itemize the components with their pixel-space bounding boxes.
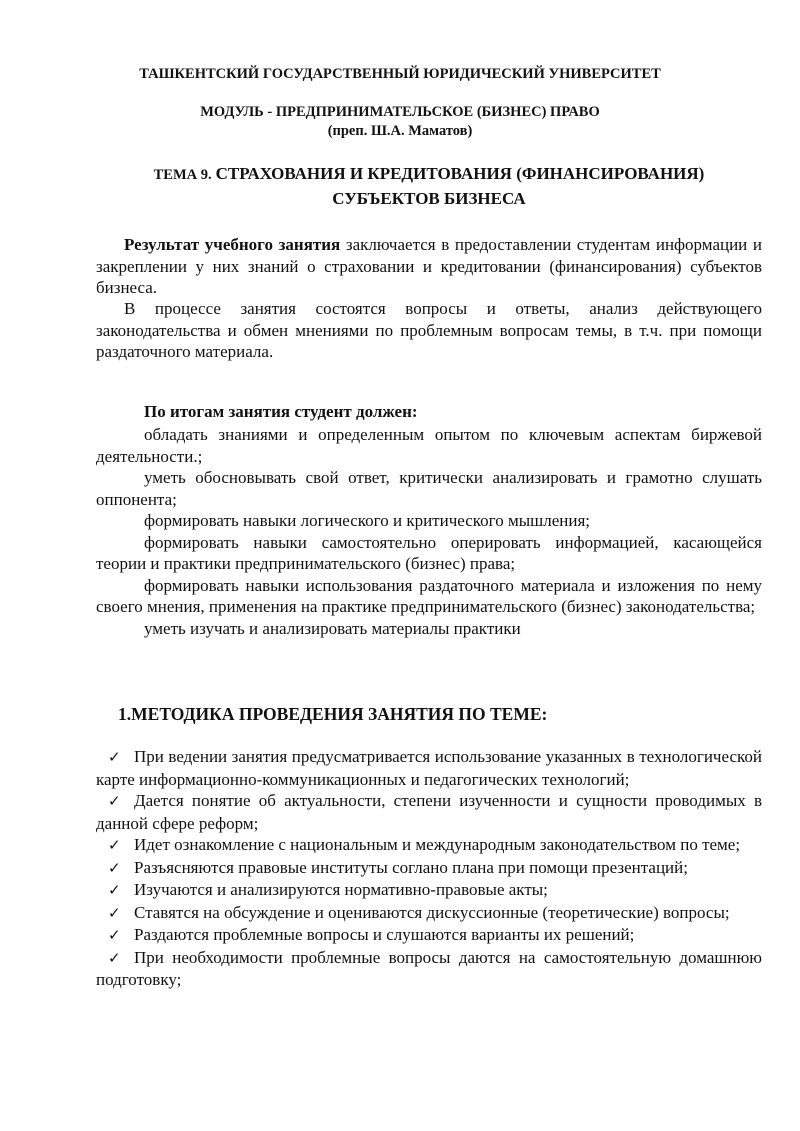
checkmark-icon: ✓: [108, 836, 121, 854]
checklist-item: ✓ Дается понятие об актуальности, степени изученности и сущности проводимых в данной сфере реформ;: [96, 791, 762, 833]
result-text: заключается в предоставлении студентам информации и закреплении у них знаний о страховании и кредитовании (финансирования) субъектов бизнеса.: [96, 235, 762, 297]
method-checklist: [96, 746, 762, 991]
teacher-name: (преп. Ш.А. Маматов): [327, 123, 473, 139]
result-lead: Результат учебного занятия: [124, 235, 341, 254]
checkmark-icon: ✓: [108, 948, 121, 967]
checkmark-icon: ✓: [108, 903, 121, 922]
checklist-item: ✓ При ведении занятия предусматривается использование указанных в технологической карте информационно-коммуникационных и педагогических технологий;: [96, 747, 762, 789]
checklist-item: ✓ Идет ознакомление с национальным и международным законодательством по теме;: [96, 834, 762, 857]
checklist-item: ✓ При необходимости проблемные вопросы даются на самостоятельную домашнюю подготовку;: [96, 947, 762, 989]
goal-item: уметь обосновывать свой ответ, критически анализировать и грамотно слушать оппонента;: [96, 468, 762, 509]
goal-item: формировать навыки логического и критического мышления;: [144, 511, 590, 530]
checkmark-icon: ✓: [108, 748, 121, 766]
process-text: В процессе занятия состоятся вопросы и ответы, анализ действующего законодательства и обмен мнениями по проблемным вопросам темы, в т.ч. при помощи раздаточного материала.: [96, 299, 762, 361]
checkmark-icon: ✓: [108, 926, 121, 944]
topic-label: ТЕМА 9.: [153, 167, 212, 183]
topic-title-line1: СТРАХОВАНИЯ И КРЕДИТОВАНИЯ (ФИНАНСИРОВАНИЯ): [215, 164, 705, 183]
topic-heading: [96, 162, 762, 212]
goals-list: [96, 424, 762, 639]
goal-item: формировать навыки самостоятельно оперировать информацией, касающейся теории и практики предпринимательского (бизнес) права;: [96, 532, 762, 573]
checkmark-icon: ✓: [108, 792, 121, 810]
university-name: ТАШКЕНТСКИЙ ГОСУДАРСТВЕННЫЙ ЮРИДИЧЕСКИЙ УНИВЕРСИТЕТ: [139, 66, 661, 82]
section-heading: 1.МЕТОДИКА ПРОВЕДЕНИЯ ЗАНЯТИЯ ПО ТЕМЕ:: [118, 704, 548, 724]
topic-title-line2: СУБЪЕКТОВ БИЗНЕСА: [332, 189, 526, 208]
checklist-item: ✓ Изучаются и анализируются нормативно-правовые акты;: [96, 879, 762, 902]
checklist-item: ✓ Ставятся на обсуждение и оцениваются дискуссионные (теоретические) вопросы;: [96, 902, 762, 925]
module-title: МОДУЛЬ - ПРЕДПРИНИМАТЕЛЬСКОЕ (БИЗНЕС) ПРАВО: [200, 104, 600, 120]
goal-item: формировать навыки использования раздаточного материала и изложения по нему своего мнения, применения на практике предпринимательского (бизнес) законодательства;: [96, 575, 762, 616]
checkmark-icon: ✓: [108, 858, 121, 877]
goal-item: обладать знаниями и определенным опытом по ключевым аспектам биржевой деятельности.;: [96, 425, 762, 466]
process-paragraph: [96, 298, 762, 363]
goals-title: По итогам занятия студент должен:: [144, 402, 418, 421]
goal-item: уметь изучать и анализировать материалы практики: [144, 618, 521, 638]
checklist-item: ✓ Раздаются проблемные вопросы и слушаются варианты их решений;: [96, 924, 762, 947]
result-paragraph: [96, 234, 762, 299]
checkmark-icon: ✓: [108, 881, 121, 899]
checklist-item: ✓ Разъясняются правовые институты согланo плана при помощи презентаций;: [96, 857, 762, 880]
